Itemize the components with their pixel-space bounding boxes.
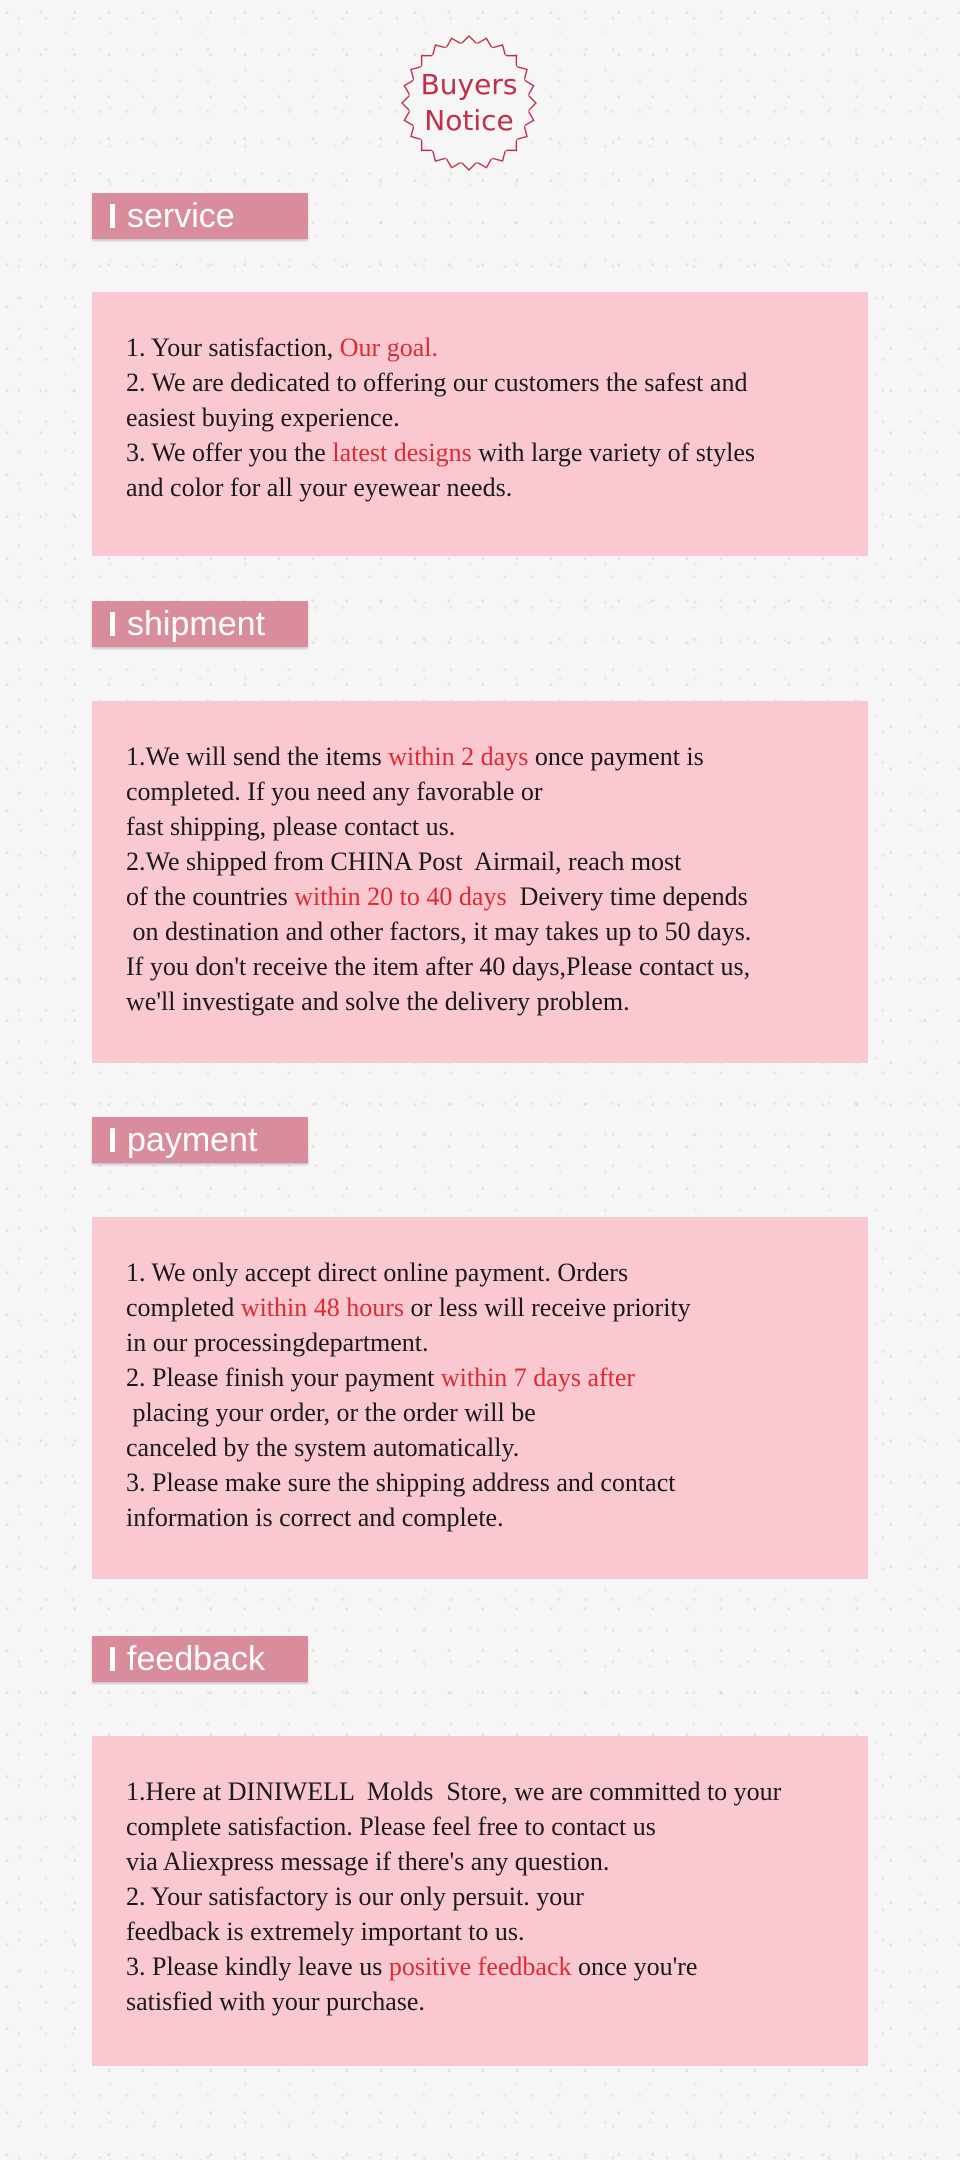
feedback-line: 3. Please kindly leave us positive feedback once you're	[126, 1952, 698, 1981]
tag-bar-icon	[110, 1128, 115, 1152]
service-section-tag	[92, 193, 308, 239]
feedback-line: feedback is extremely important to us.	[126, 1917, 525, 1946]
shipment-panel	[92, 701, 868, 1063]
badge-title-line2: Notice	[424, 104, 514, 137]
service-line: 3. We offer you the latest designs with large variety of styles	[126, 438, 756, 467]
buyers-notice-badge	[398, 32, 540, 174]
shipment-line: fast shipping, please contact us.	[126, 812, 456, 841]
badge-star-outline-icon	[398, 32, 540, 174]
payment-section-tag	[92, 1117, 308, 1163]
tag-bar-icon	[110, 612, 115, 636]
feedback-title: feedback	[127, 1640, 265, 1678]
payment-title: payment	[127, 1121, 258, 1159]
service-line: 2. We are dedicated to offering our customers the safest and	[126, 368, 748, 397]
shipment-line: If you don't receive the item after 40 days,Please contact us,	[126, 952, 751, 981]
payment-line: canceled by the system automatically.	[126, 1433, 520, 1462]
tag-bar-icon	[110, 204, 115, 228]
payment-line: in our processingdepartment.	[126, 1328, 429, 1357]
payment-line: 1. We only accept direct online payment. Orders	[126, 1258, 629, 1287]
payment-line: 2. Please finish your payment within 7 days after	[126, 1363, 636, 1392]
payment-line: information is correct and complete.	[126, 1503, 504, 1532]
payment-line: completed within 48 hours or less will receive priority	[126, 1293, 691, 1322]
shipment-line: on destination and other factors, it may takes up to 50 days.	[126, 917, 752, 946]
feedback-panel	[92, 1736, 868, 2066]
shipment-line: completed. If you need any favorable or	[126, 777, 543, 806]
service-line: easiest buying experience.	[126, 403, 400, 432]
service-line: and color for all your eyewear needs.	[126, 473, 513, 502]
feedback-section-tag	[92, 1636, 308, 1682]
feedback-line: via Aliexpress message if there's any question.	[126, 1847, 610, 1876]
service-panel	[92, 292, 868, 556]
feedback-line: satisfied with your purchase.	[126, 1987, 425, 2016]
feedback-line: complete satisfaction. Please feel free to contact us	[126, 1812, 656, 1841]
shipment-section-tag	[92, 601, 308, 647]
payment-line: 3. Please make sure the shipping address and contact	[126, 1468, 676, 1497]
service-line: 1. Your satisfaction, Our goal.	[126, 333, 438, 362]
feedback-line: 2. Your satisfactory is our only persuit. your	[126, 1882, 584, 1911]
feedback-line: 1.Here at DINIWELL Molds Store, we are committed to your	[126, 1777, 782, 1806]
shipment-line: of the countries within 20 to 40 days Deivery time depends	[126, 882, 748, 911]
shipment-line: 1.We will send the items within 2 days once payment is	[126, 742, 704, 771]
badge-title-line1: Buyers	[420, 68, 518, 101]
payment-panel	[92, 1217, 868, 1579]
payment-line: placing your order, or the order will be	[126, 1398, 536, 1427]
shipment-title: shipment	[127, 605, 265, 643]
service-title: service	[127, 197, 235, 235]
tag-bar-icon	[110, 1647, 115, 1671]
shipment-line: we'll investigate and solve the delivery problem.	[126, 987, 630, 1016]
shipment-line: 2.We shipped from CHINA Post Airmail, reach most	[126, 847, 682, 876]
